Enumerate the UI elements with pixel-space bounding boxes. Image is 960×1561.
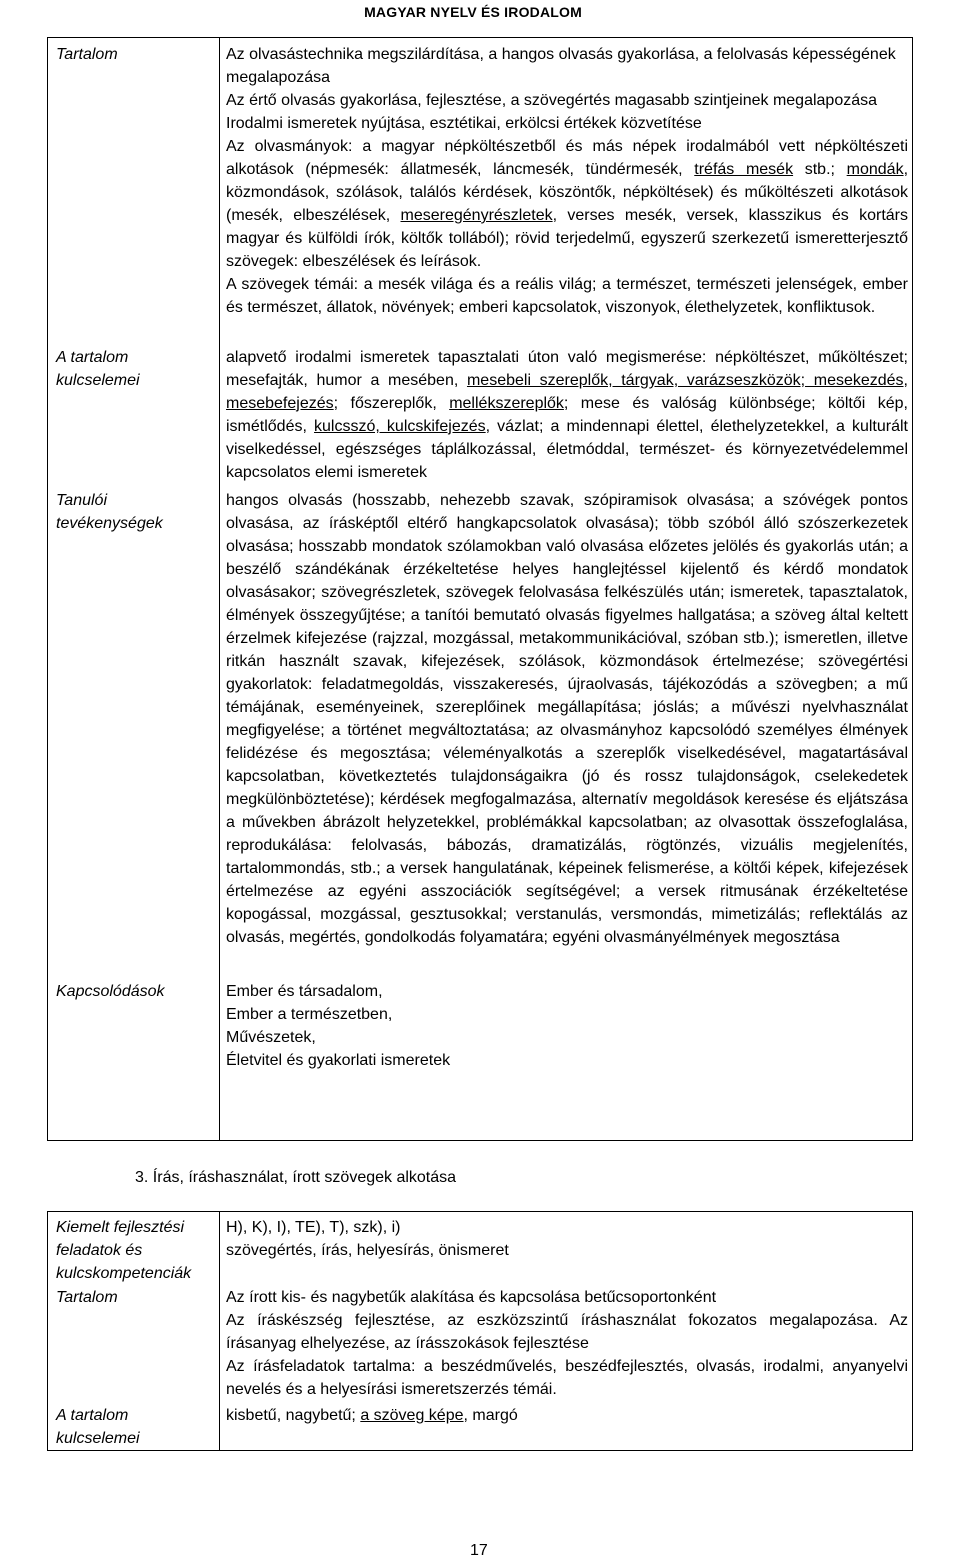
tartalom-temak: A szövegek témái: a mesék világa és a reális világ; a természet, természeti jelenségek, ember és természet, állatok, növények; emberi kapcsolatok, viszonyok, élethelyzetek, konfliktusok. bbox=[226, 276, 908, 316]
kiemelt-content: H), K), I), TE), T), szk), i) szövegértés, írás, helyesírás, önismeret bbox=[226, 1219, 509, 1259]
kapcsolodas-item: Ember és társadalom, bbox=[226, 983, 383, 1000]
kapcsolodas-item: Ember a természetben, bbox=[226, 1006, 393, 1023]
underlined-term: tréfás mesék bbox=[694, 161, 794, 178]
underlined-term: meseregényrészletek bbox=[400, 207, 553, 224]
row-label-kulcselemei-2: A tartalom kulcselemei bbox=[56, 1407, 140, 1447]
curriculum-table-reading bbox=[47, 37, 913, 1141]
page-number: 17 bbox=[470, 1542, 488, 1559]
underlined-term: a szöveg képe bbox=[360, 1407, 464, 1424]
column-divider bbox=[219, 38, 220, 1140]
curriculum-table-writing bbox=[47, 1211, 913, 1451]
row-label-tevekenysegek: Tanulói tevékenységek bbox=[56, 492, 163, 532]
row-label-kulcselemei: A tartalom kulcselemei bbox=[56, 349, 140, 389]
kulcselemei-2-content: kisbetű, nagybetű; a szöveg képe, margó bbox=[226, 1407, 518, 1424]
row-label-tartalom-2: Tartalom bbox=[56, 1289, 118, 1306]
row-label-tartalom: Tartalom bbox=[56, 46, 118, 63]
underlined-term: kulcsszó, kulcskifejezés bbox=[314, 418, 486, 435]
tartalom-content bbox=[226, 43, 908, 319]
underlined-term: mellékszereplők bbox=[449, 395, 564, 412]
column-divider bbox=[219, 1212, 220, 1450]
underlined-term: mondák bbox=[846, 161, 904, 178]
tartalom-line: Az olvasástechnika megszilárdítása, a hangos olvasás gyakorlása, a felolvasás képességének megalapozása bbox=[226, 46, 896, 86]
tartalom-2-content: Az írott kis- és nagybetűk alakítása és kapcsolása betűcsoportonként Az íráskészség fejlesztése, az eszközszintű íráshasználat fokozatos megalapozása. Az írásanyag elhelyezése, az írásszokások fejlesztése Az írásfeladatok tartalma: a beszédművelés, beszédfejlesztés, olvasás, irodalmi, anyanyelvi nevelés és a helyesírási ismeretszerzés témái. bbox=[226, 1289, 908, 1398]
tartalom-line: Az értő olvasás gyakorlása, fejlesztése, a szövegértés magasabb szintjeinek megalapozása bbox=[226, 92, 878, 109]
section-title: 3. Írás, íráshasználat, írott szövegek alkotása bbox=[135, 1169, 457, 1186]
underlined-term: mesebeli szereplők, tárgyak, varázseszközök; mesekezdés, mesebefejezés bbox=[226, 372, 908, 412]
row-label-kapcsolodasok: Kapcsolódások bbox=[56, 983, 165, 1000]
tartalom-olvasmanyok: Az olvasmányok: a magyar népköltészetből és más népek irodalmából vett népköltészeti alkotások (népmesék: állatmesék, láncmesék, tündérmesék, tréfás mesék stb.; mondák, közmondások, szólások, találós kérdések, köszöntők, népköltések) és műköltészeti alkotások (mesék, elbeszélések, meseregényrészletek, verses mesék, versek, klasszikus és kortárs magyar és külföldi írók, költők tollából); rövid terjedelmű, egyszerű szerkezetű ismeretterjesztő szövegek: elbeszélések és leírások. bbox=[226, 138, 909, 270]
tartalom-line: Irodalmi ismeretek nyújtása, esztétikai, erkölcsi értékek közvetítése bbox=[226, 115, 702, 132]
kapcsolodas-item: Művészetek, bbox=[226, 1029, 316, 1046]
kulcselemei-content: alapvető irodalmi ismeretek tapasztalati úton való megismerése: népköltészet, műköltészet; mesefajták, humor a mesében, mesebeli szereplők, tárgyak, varázseszközök; mesekezdés, mesebefejezés; főszereplők, mellékszereplők; mese és valóság különbsége; költői kép, ismétlődés, kulcsszó, kulcskifejezés, vázlat; a mindennapi élettel, élethelyzetekkel, a kulturált viselkedéssel, egészséges táplálkozással, életmóddal, természet- és környezetvédelemmel kapcsolatos elemi ismeretek bbox=[226, 349, 909, 481]
row-label-kiemelt: Kiemelt fejlesztési feladatok és kulcskompetenciák bbox=[56, 1219, 192, 1282]
tevekenysegek-content: hangos olvasás (hosszabb, nehezebb szavak, szópiramisok olvasása; a szóvégek pontos olvasása, az írásképtől eltérő hangkapcsolatok olvasása); több szóból álló szószerkezetek olvasása; hosszabb mondatok szólamokban való olvasása előzetes jelölés és gyakorlás után; a beszélő szándékának érzékeltetése helyes hanglejtéssel kijelentő és kérdő mondatok olvasásakor; szövegrészletek, szövegek felolvasása felkészülés után; ismeretek, tapasztalatok, élmények összegyűjtése; a tanítói bemutató olvasás figyelmes hallgatása; a szöveg által keltett érzelmek kifejezése (rajzzal, mozgással, metakommunikációval, szóban stb.); ismeretlen, illetve ritkán használt szavak, kifejezések, szólások, közmondások értelmezése; szövegértési gyakorlatok: feladatmegoldás, visszakeresés, újraolvasás, tájékozódás a szövegben; a mű témájának, eseményeinek, szereplőinek megállapítása; jóslás; a művészi nyelvhasználat megfigyelése; a történet megváltoztatása; az olvasmányhoz kapcsolódó személyes élmények felidézése és megosztása; véleményalkotás a szereplők viselkedésével, magatartásával kapcsolatban, következtetés tulajdonságaikra (jó és rossz tulajdonságok, cselekedetek megkülönböztetése); kérdések megfogalmazása, alternatív megoldások keresése és eljátszása a művekben ábrázolt helyzetekkel, problémákkal kapcsolatban; az olvasottak összefoglalása, reprodukálása: felolvasás, bábozás, dramatizálás, rögtönzés, vizuális megjelenítés, tartalommondás, stb.; a versek hangulatának, képeinek felismerése, a költői képek, kifejezések értelmezése az egyéni asszociációk segítségével; a versek ritmusának érzékeltetése kopogással, mozgással, gesztusokkal; verstanulás, versmondás, mimetizálás; reflektálás az olvasás, megértés, gondolkodás folyamatára; egyéni olvasmányélmények megosztása bbox=[226, 492, 908, 946]
kapcsolodas-item: Életvitel és gyakorlati ismeretek bbox=[226, 1052, 451, 1069]
kapcsolodasok-content bbox=[226, 980, 908, 1072]
running-header: MAGYAR NYELV ÉS IRODALOM bbox=[364, 4, 582, 20]
